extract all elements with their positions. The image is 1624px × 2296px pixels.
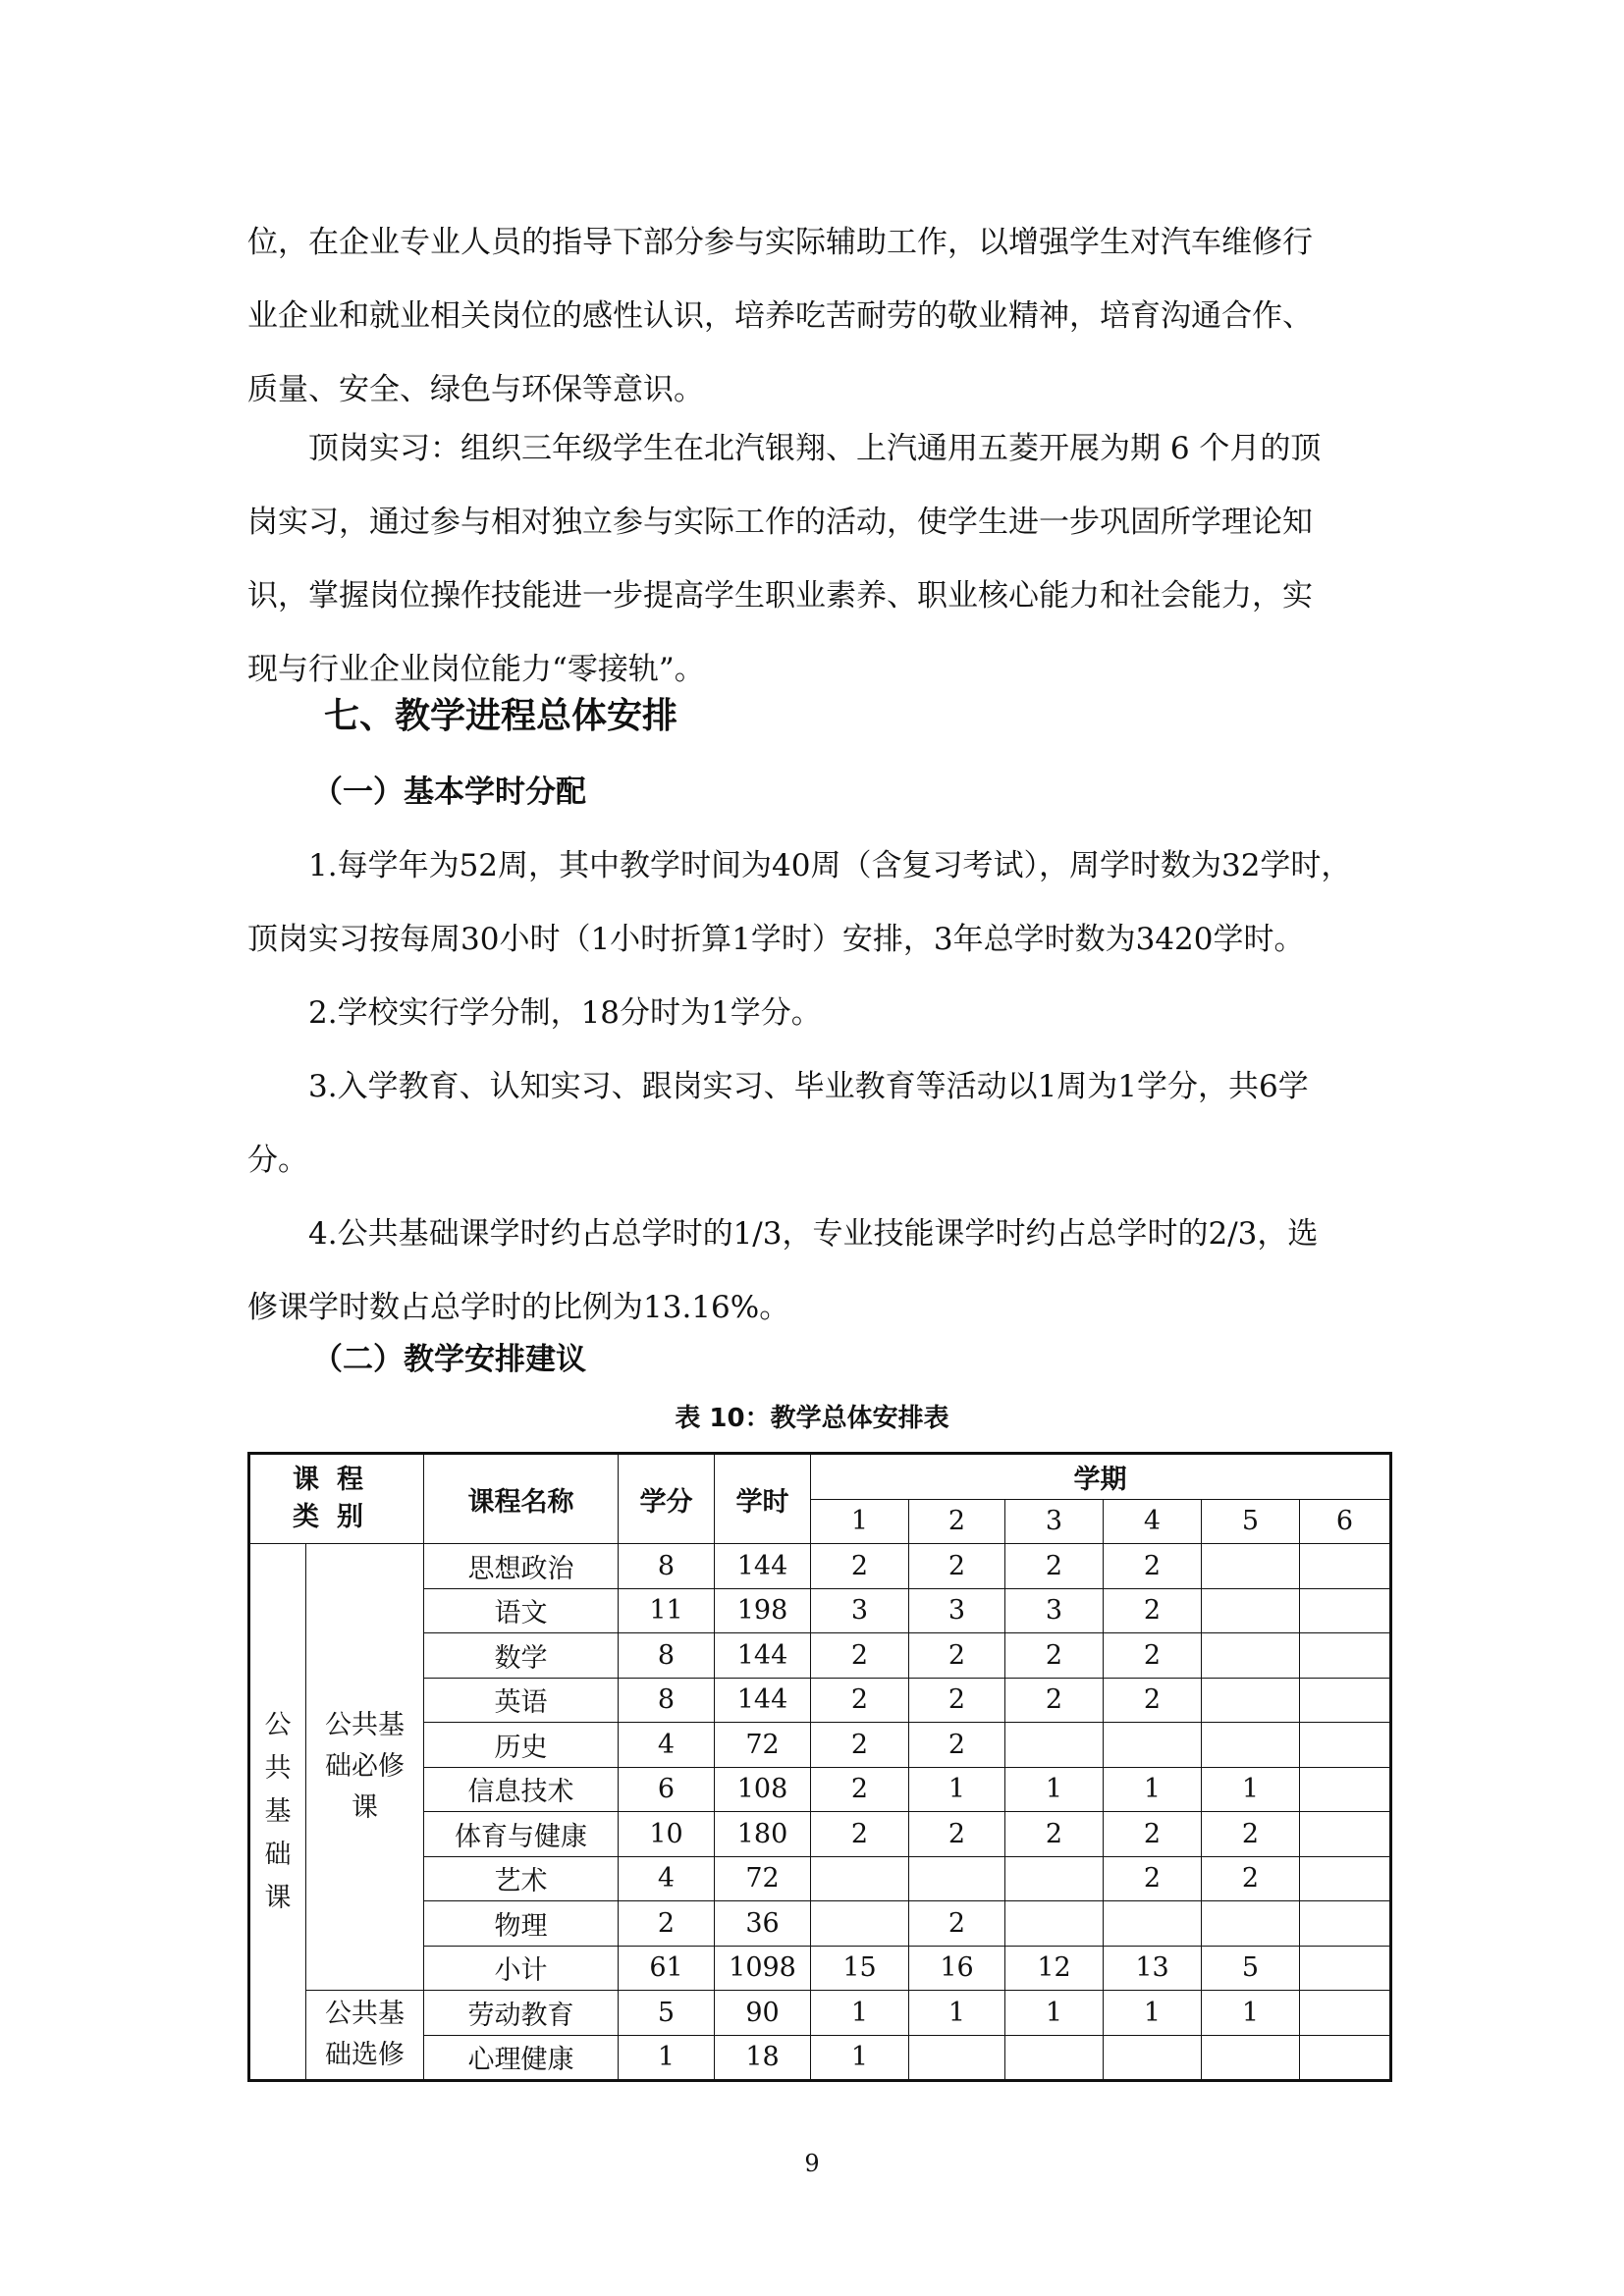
semester-hours: 2 [1005,1544,1104,1589]
course-credits: 2 [619,1901,715,1947]
semester-hours: 2 [1202,1812,1300,1857]
semester-hours [1300,1588,1391,1633]
course-name: 物理 [424,1901,619,1947]
course-name: 艺术 [424,1856,619,1901]
semester-hours [1005,1723,1104,1768]
subcategory-line: 公共基 [325,1999,405,2029]
page-number: 9 [804,2150,820,2177]
header-semester-number: 5 [1202,1499,1300,1544]
semester-hours: 1 [1005,1767,1104,1812]
semester-hours: 13 [1104,1946,1202,1991]
course-hours: 144 [715,1678,811,1723]
semester-hours: 2 [1005,1812,1104,1857]
course-hours: 72 [715,1856,811,1901]
course-hours: 90 [715,1991,811,2036]
subcategory-line: 础必修 [325,1751,405,1782]
category-char: 公 [264,1709,292,1740]
semester-hours: 5 [1202,1946,1300,1991]
item-1 [247,829,1386,977]
text-line: 识，掌握岗位操作技能进一步提高学生职业素养、职业核心能力和社会能力，实 [247,578,1313,614]
subcategory-required [306,1544,424,1991]
semester-hours: 2 [1104,1812,1202,1857]
semester-hours: 2 [909,1901,1005,1947]
text-line: 1.每学年为52周，其中教学时间为40周（含复习考试），周学时数为32学时， [247,848,1352,883]
header-semester-number: 1 [811,1499,909,1544]
course-name: 劳动教育 [424,1991,619,2036]
table-caption: 表 10：教学总体安排表 [675,1404,949,1433]
semester-hours: 2 [811,1633,909,1679]
semester-hours: 2 [811,1767,909,1812]
semester-hours: 2 [1104,1856,1202,1901]
header-semester-number: 4 [1104,1499,1202,1544]
semester-hours: 2 [1005,1633,1104,1679]
semester-hours [1300,1544,1391,1589]
course-credits: 61 [619,1946,715,1991]
category-char: 课 [264,1882,292,1913]
semester-hours: 2 [811,1812,909,1857]
course-name: 历史 [424,1723,619,1768]
semester-hours: 2 [909,1678,1005,1723]
table-row [249,1544,1391,1589]
subcategory-elective [306,1991,424,2081]
semester-hours: 16 [909,1946,1005,1991]
text-line: 位，在企业专业人员的指导下部分参与实际辅助工作，以增强学生对汽车维修行 [247,225,1313,260]
internship-paragraph [247,412,1386,707]
course-credits: 4 [619,1856,715,1901]
course-credits: 6 [619,1767,715,1812]
semester-hours [1005,2035,1104,2081]
semester-hours [1202,1901,1300,1947]
schedule-table [247,1452,1392,2082]
semester-hours: 2 [811,1678,909,1723]
header-category-line: 类别 [293,1502,381,1532]
table-row [249,1991,1391,2036]
semester-hours: 2 [909,1633,1005,1679]
semester-hours [909,2035,1005,2081]
course-credits: 11 [619,1588,715,1633]
semester-hours: 2 [909,1723,1005,1768]
semester-hours: 2 [1104,1544,1202,1589]
text-line: 业企业和就业相关岗位的感性认识，培养吃苦耐劳的敬业精神，培育沟通合作、 [247,298,1313,334]
semester-hours: 2 [909,1812,1005,1857]
semester-hours [1300,1856,1391,1901]
header-course-name: 课程名称 [424,1454,619,1544]
semester-hours: 3 [1005,1588,1104,1633]
semester-hours [1005,1901,1104,1947]
header-semester-number: 6 [1300,1499,1391,1544]
semester-hours: 2 [1104,1678,1202,1723]
course-name: 小计 [424,1946,619,1991]
item-3 [247,1050,1386,1198]
semester-hours [1202,1588,1300,1633]
semester-hours: 15 [811,1946,909,1991]
course-name: 数学 [424,1633,619,1679]
semester-hours: 1 [811,2035,909,2081]
course-name: 信息技术 [424,1767,619,1812]
semester-hours [1300,1633,1391,1679]
semester-hours [1104,2035,1202,2081]
course-hours: 1098 [715,1946,811,1991]
course-credits: 8 [619,1678,715,1723]
semester-hours [1300,2035,1391,2081]
category-char: 共 [264,1752,292,1784]
semester-hours [811,1856,909,1901]
header-category [249,1454,424,1544]
semester-hours [1300,1678,1391,1723]
semester-hours [1300,1991,1391,2036]
course-credits: 1 [619,2035,715,2081]
semester-hours [1300,1723,1391,1768]
category-char: 础 [264,1839,292,1870]
semester-hours: 1 [1202,1767,1300,1812]
semester-hours: 1 [1202,1991,1300,2036]
semester-hours [1202,1544,1300,1589]
category-public-basic [249,1544,306,2081]
course-credits: 4 [619,1723,715,1768]
semester-hours: 1 [909,1767,1005,1812]
semester-hours: 2 [1202,1856,1300,1901]
course-name: 心理健康 [424,2035,619,2081]
semester-hours [1300,1901,1391,1947]
semester-hours: 3 [811,1588,909,1633]
subcategory-line: 公共基 [325,1710,405,1740]
semester-hours: 1 [909,1991,1005,2036]
course-hours: 144 [715,1544,811,1589]
subsection-title-hours: （一）基本学时分配 [312,774,586,810]
course-hours: 108 [715,1767,811,1812]
semester-hours [1104,1901,1202,1947]
text-line: 3.入学教育、认知实习、跟岗实习、毕业教育等活动以1周为1学分，共6学 [247,1069,1309,1104]
course-credits: 5 [619,1991,715,2036]
semester-hours [909,1856,1005,1901]
semester-hours: 1 [1104,1767,1202,1812]
course-credits: 10 [619,1812,715,1857]
semester-hours [1300,1946,1391,1991]
course-hours: 72 [715,1723,811,1768]
semester-hours: 3 [909,1588,1005,1633]
text-line: 现与行业企业岗位能力“零接轨”。 [247,652,705,687]
course-hours: 198 [715,1588,811,1633]
text-line: 4.公共基础课学时约占总学时的1/3，专业技能课学时约占总学时的2/3，选 [247,1216,1319,1252]
text-line: 分。 [247,1143,308,1178]
semester-hours [1202,1633,1300,1679]
course-name: 体育与健康 [424,1812,619,1857]
text-line: 顶岗实习：组织三年级学生在北汽银翔、上汽通用五菱开展为期 6 个月的顶 [247,431,1322,466]
semester-hours [1104,1723,1202,1768]
header-category-line: 课程 [293,1465,381,1495]
semester-hours [1300,1767,1391,1812]
course-credits: 8 [619,1544,715,1589]
course-name: 思想政治 [424,1544,619,1589]
section-title: 七、教学进程总体安排 [324,696,678,736]
header-hours: 学时 [715,1454,811,1544]
subcategory-line: 础选修 [325,2040,405,2070]
header-credits: 学分 [619,1454,715,1544]
course-name: 语文 [424,1588,619,1633]
semester-hours: 1 [1104,1991,1202,2036]
text-line: 2.学校实行学分制，18分时为1学分。 [247,995,822,1031]
text-line: 质量、安全、绿色与环保等意识。 [247,372,704,407]
course-name: 英语 [424,1678,619,1723]
header-semester-number: 2 [909,1499,1005,1544]
semester-hours [1202,2035,1300,2081]
semester-hours: 2 [811,1544,909,1589]
semester-hours: 2 [811,1723,909,1768]
category-char: 基 [264,1795,292,1827]
course-hours: 18 [715,2035,811,2081]
course-hours: 36 [715,1901,811,1947]
subcategory-line: 课 [352,1792,378,1823]
semester-hours: 2 [1104,1588,1202,1633]
semester-hours [1300,1812,1391,1857]
intro-paragraph [247,206,1386,427]
semester-hours: 1 [811,1991,909,2036]
text-line: 顶岗实习按每周30小时（1小时折算1学时）安排，3年总学时数为3420学时。 [247,922,1305,957]
header-semester-number: 3 [1005,1499,1104,1544]
semester-hours [1202,1678,1300,1723]
text-line: 修课学时数占总学时的比例为13.16%。 [247,1290,790,1325]
course-hours: 180 [715,1812,811,1857]
text-line: 岗实习，通过参与相对独立参与实际工作的活动，使学生进一步巩固所学理论知 [247,505,1313,540]
subsection-title-schedule: （二）教学安排建议 [312,1342,586,1377]
item-2 [247,977,1386,1050]
table-header-row [249,1454,1391,1500]
course-credits: 8 [619,1633,715,1679]
course-hours: 144 [715,1633,811,1679]
semester-hours: 2 [1104,1633,1202,1679]
semester-hours [1005,1856,1104,1901]
semester-hours: 1 [1005,1991,1104,2036]
semester-hours [1202,1723,1300,1768]
semester-hours: 2 [909,1544,1005,1589]
item-4 [247,1198,1386,1345]
semester-hours [811,1901,909,1947]
semester-hours: 2 [1005,1678,1104,1723]
semester-hours: 12 [1005,1946,1104,1991]
header-semester: 学期 [811,1454,1391,1500]
